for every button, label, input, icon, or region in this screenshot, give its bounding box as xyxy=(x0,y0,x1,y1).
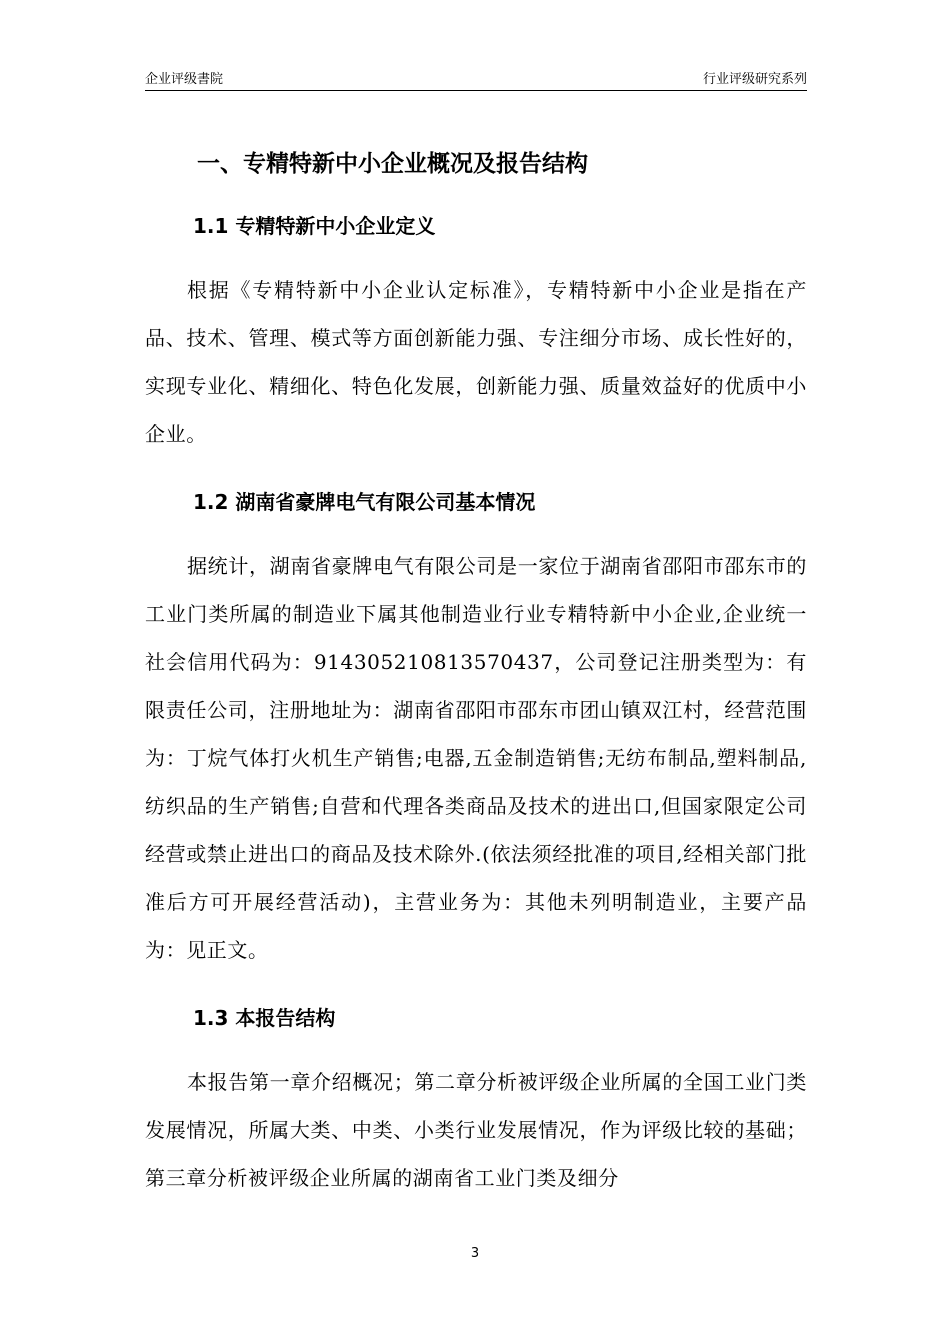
paragraph-report-structure: 本报告第一章介绍概况；第二章分析被评级企业所属的全国工业门类发展情况，所属大类、中类、小类行业发展情况，作为评级比较的基础；第三章分析被评级企业所属的湖南省工业门类及细分 xyxy=(145,1070,807,1190)
chapter-title: 一、专精特新中小企业概况及报告结构 xyxy=(197,151,588,177)
section-heading-1-2: 1.2 湖南省豪牌电气有限公司基本情况 xyxy=(193,490,536,514)
page-number: 3 xyxy=(470,1246,480,1261)
section-heading-1-3: 1.3 本报告结构 xyxy=(193,1006,336,1030)
document-body xyxy=(145,142,807,1202)
header-right-text: 行业评级研究系列 xyxy=(702,72,807,87)
section-heading-1-1: 1.1 专精特新中小企业定义 xyxy=(193,214,436,238)
paragraph-definition: 根据《专精特新中小企业认定标准》，专精特新中小企业是指在产品、技术、管理、模式等方面创新能力强、专注细分市场、成长性好的，实现专业化、精细化、特色化发展，创新能力强、质量效益好的优质中小企业。 xyxy=(145,278,807,446)
page-header xyxy=(145,68,807,91)
header-left-text: 企业评级書院 xyxy=(145,72,224,87)
paragraph-company-info: 据统计，湖南省豪牌电气有限公司是一家位于湖南省邵阳市邵东市的工业门类所属的制造业下属其他制造业行业专精特新中小企业,企业统一社会信用代码为：914305210813570437，公司登记注册类型为：有限责任公司，注册地址为：湖南省邵阳市邵东市团山镇双江村，经营范围为：丁烷气体打火机生产销售;电器,五金制造销售;无纺布制品,塑料制品,纺织品的生产销售;自营和代理各类商品及技术的进出口,但国家限定公司经营或禁止进出口的商品及技术除外.(依法须经批准的项目,经相关部门批准后方可开展经营活动)，主营业务为：其他未列明制造业，主要产品为：见正文。 xyxy=(145,554,807,962)
